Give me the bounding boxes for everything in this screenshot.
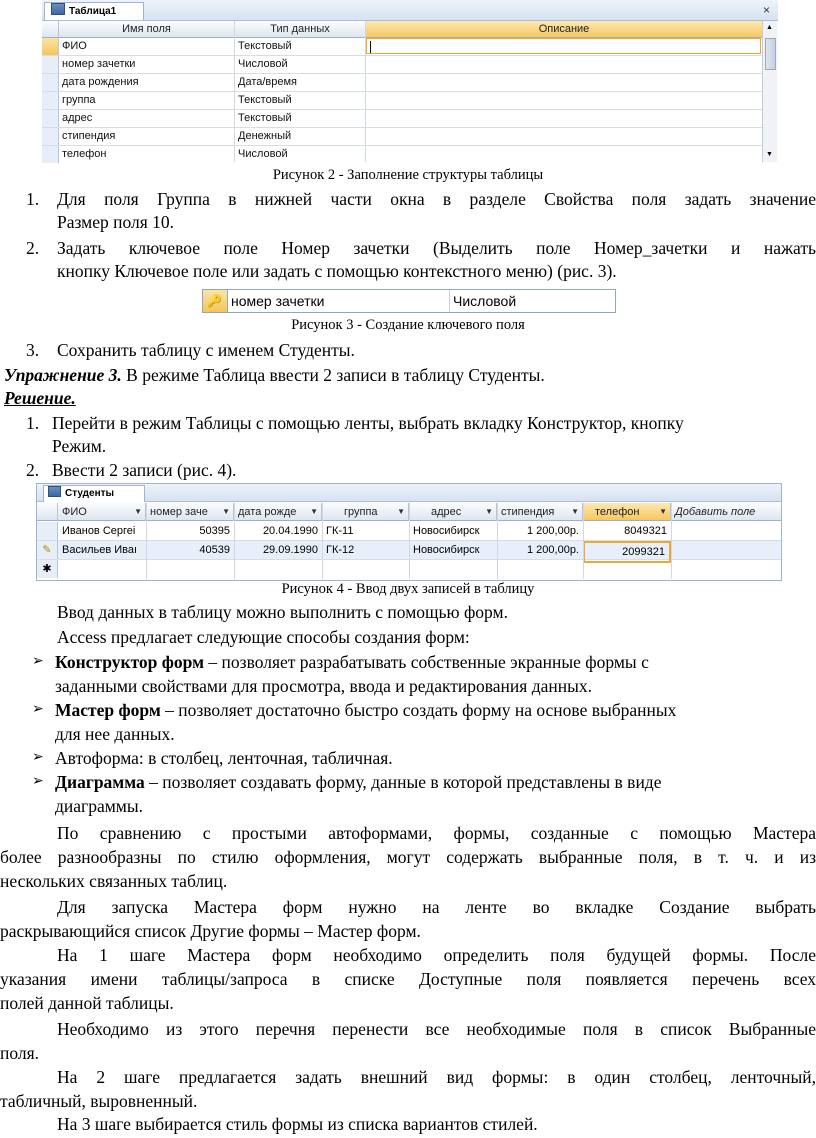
bullet-text xyxy=(55,651,649,673)
bullet-arrow-icon: ➢ xyxy=(32,774,44,789)
data-type-cell[interactable]: Числовой xyxy=(453,293,517,309)
paragraph-line: нескольких связанных таблиц. xyxy=(0,871,228,891)
table-cell[interactable]: 1 200,00р. xyxy=(527,544,579,556)
step-text: Сохранить таблицу с именем Студенты. xyxy=(57,340,355,360)
text-caret xyxy=(370,41,371,53)
column-header-label: дата рожде xyxy=(238,506,297,518)
exercise-text: В режиме Таблица ввести 2 записи в таблицу Студенты. xyxy=(121,365,545,385)
bullet-description: – позволяет создавать форму, данные в которой представлены в виде xyxy=(144,772,662,792)
table-row[interactable] xyxy=(42,74,762,92)
table-tab[interactable] xyxy=(44,2,144,20)
bullet-text: для нее данных. xyxy=(55,724,175,744)
step-text: Ввести 2 записи (рис. 4). xyxy=(52,460,237,480)
bullet-description: – позволяет разрабатывать собственные экранные формы с xyxy=(204,652,649,672)
students-datasheet-screenshot xyxy=(36,483,782,581)
column-header-label: группа xyxy=(344,506,378,518)
bullet-text xyxy=(55,699,676,721)
table-row[interactable] xyxy=(42,38,762,56)
paragraph-line: Необходимо из этого перечня перенести все необходимые поля в список Выбранные xyxy=(57,1019,816,1039)
field-name-cell[interactable]: номер зачетки xyxy=(62,58,136,70)
bullet-text xyxy=(55,771,661,793)
column-divider xyxy=(497,503,498,579)
table-row[interactable] xyxy=(42,146,762,163)
table-icon xyxy=(48,486,61,497)
dropdown-arrow-icon[interactable]: ▼ xyxy=(571,507,579,516)
column-divider xyxy=(583,503,584,579)
row-selector-header[interactable] xyxy=(42,21,59,38)
column-header-stipend[interactable] xyxy=(497,503,583,521)
field-name-cell[interactable]: дата рождения xyxy=(62,76,139,88)
row-selector[interactable] xyxy=(42,146,59,163)
bullet-arrow-icon: ➢ xyxy=(32,654,44,669)
table-cell[interactable]: ГК-12 xyxy=(326,544,355,556)
select-all-corner[interactable] xyxy=(37,503,58,521)
table-cell[interactable]: ГК-11 xyxy=(326,525,354,537)
column-header-address[interactable] xyxy=(409,503,497,521)
students-tab-label: Студенты xyxy=(65,488,115,499)
column-header-phone[interactable] xyxy=(583,503,671,521)
paragraph-line: полей данной таблицы. xyxy=(0,993,174,1013)
paragraph-line: На 3 шаге выбирается стиль формы из списка вариантов стилей. xyxy=(57,1114,538,1134)
table-row[interactable] xyxy=(42,110,762,128)
data-type-cell[interactable]: Дата/время xyxy=(238,76,298,88)
row-selector[interactable] xyxy=(42,74,59,91)
table-cell[interactable]: Новосибирск xyxy=(413,544,480,556)
paragraph-line: поля. xyxy=(0,1043,40,1063)
data-type-cell[interactable]: Числовой xyxy=(238,58,288,70)
step-number: 3. xyxy=(26,340,40,360)
table-cell[interactable]: 8049321 xyxy=(624,525,667,537)
bullet-term: Диаграмма xyxy=(55,772,145,792)
paragraph-line: указания имени таблицы/запроса в списке Доступные поля появляется перечень всех xyxy=(0,969,816,989)
column-header-label: номер заче xyxy=(150,506,208,518)
field-name-cell[interactable]: адрес xyxy=(62,112,93,124)
add-field-header[interactable]: Добавить поле xyxy=(671,503,781,521)
table-cell[interactable]: Иванов Сергеi xyxy=(62,525,136,537)
row-selector[interactable] xyxy=(42,110,59,127)
new-record-icon[interactable]: ✱ xyxy=(37,560,58,578)
column-header-label: адрес xyxy=(431,506,462,518)
column-divider xyxy=(234,503,235,579)
data-type-cell[interactable]: Текстовый xyxy=(238,112,292,124)
step-number: 2. xyxy=(26,460,40,480)
field-name-cell[interactable]: номер зачетки xyxy=(231,293,325,309)
row-selector[interactable] xyxy=(42,56,59,73)
table-cell[interactable]: Васильев Иваı xyxy=(62,544,138,556)
paragraph-line: раскрывающийся список Другие формы – Мастер форм. xyxy=(0,921,421,941)
column-header-label: телефон xyxy=(595,506,640,518)
table-cell[interactable]: 50395 xyxy=(199,525,230,537)
scroll-down-icon[interactable]: ▼ xyxy=(766,151,773,158)
bullet-arrow-icon: ➢ xyxy=(32,750,44,765)
bullet-term: Мастер форм xyxy=(55,700,161,720)
dropdown-arrow-icon[interactable]: ▼ xyxy=(222,507,230,516)
table-design-screenshot xyxy=(42,0,778,162)
table-icon xyxy=(51,3,65,15)
dropdown-arrow-icon[interactable]: ▼ xyxy=(397,507,405,516)
figure-4-caption: Рисунок 4 - Ввод двух записей в таблицу xyxy=(281,581,535,597)
column-header-description[interactable]: Описание xyxy=(366,21,763,38)
column-header-record-number[interactable] xyxy=(146,503,234,521)
close-icon[interactable]: × xyxy=(762,3,770,17)
column-header-data-type[interactable]: Тип данных xyxy=(235,21,366,38)
step-text: Размер поля 10. xyxy=(57,212,175,232)
document-tab-bar xyxy=(42,0,778,21)
field-name-cell[interactable]: группа xyxy=(62,94,96,106)
row-selector[interactable] xyxy=(42,128,59,145)
bullet-text: Автоформа: в столбец, ленточная, табличная. xyxy=(55,748,393,768)
column-header-fio[interactable] xyxy=(58,503,146,521)
row-selector[interactable] xyxy=(42,92,59,109)
bullet-arrow-icon: ➢ xyxy=(32,702,44,717)
data-type-cell[interactable]: Денежный xyxy=(238,130,292,142)
table-cell[interactable]: Новосибирск xyxy=(413,525,480,537)
data-type-cell[interactable]: Числовой xyxy=(238,148,288,160)
paragraph-line: По сравнению с простыми автоформами, формы, созданные с помощью Мастера xyxy=(57,823,816,843)
pencil-icon[interactable]: ✎ xyxy=(37,541,58,559)
scroll-up-icon[interactable]: ▲ xyxy=(766,24,773,31)
exercise-label: Упражнение 3. xyxy=(4,365,122,385)
intro-text: Ввод данных в таблицу можно выполнить с помощью форм. xyxy=(57,602,508,622)
step-number: 1. xyxy=(26,189,40,209)
dropdown-arrow-icon[interactable]: ▼ xyxy=(310,507,318,516)
vertical-scrollbar[interactable] xyxy=(762,21,777,162)
paragraph-line: На 1 шаге Мастера форм необходимо определить поля будущей формы. После xyxy=(57,945,816,965)
bullet-text: диаграммы. xyxy=(55,796,144,816)
column-header-birth-date[interactable] xyxy=(234,503,322,521)
data-type-cell[interactable]: Текстовый xyxy=(238,94,292,106)
scrollbar-thumb[interactable] xyxy=(765,38,776,70)
field-name-cell[interactable]: телефон xyxy=(62,148,107,160)
paragraph-line: табличный, выровненный. xyxy=(0,1091,198,1111)
bullet-description: – позволяет достаточно быстро создать форму на основе выбранных xyxy=(160,700,677,720)
column-header-group[interactable] xyxy=(322,503,409,521)
table-row[interactable] xyxy=(42,92,762,110)
row-selector[interactable] xyxy=(42,38,59,55)
step-text: Задать ключевое поле Номер зачетки (Выделить поле Номер_зачетки и нажать xyxy=(57,238,816,258)
table-cell[interactable]: 1 200,00р. xyxy=(527,525,579,537)
key-icon: 🔑 xyxy=(207,294,222,308)
active-cell[interactable]: 2099321 xyxy=(583,541,671,563)
paragraph-line: Для запуска Мастера форм нужно на ленте во вкладке Создание выбрать xyxy=(57,897,816,917)
bullet-text: заданными свойствами для просмотра, ввода и редактирования данных. xyxy=(55,676,592,696)
row-selector[interactable] xyxy=(203,290,228,312)
row-selector[interactable] xyxy=(37,522,58,540)
dropdown-arrow-icon[interactable]: ▼ xyxy=(134,507,142,516)
students-tab[interactable] xyxy=(43,485,145,502)
step-text: Для поля Группа в нижней части окна в разделе Свойства поля задать значение xyxy=(57,189,816,209)
key-field-screenshot xyxy=(202,289,616,313)
column-divider xyxy=(146,503,147,579)
column-divider xyxy=(449,290,450,312)
step-text: Перейти в режим Таблицы с помощью ленты, выбрать вкладку Конструктор, кнопку xyxy=(52,413,684,433)
column-header-field-name[interactable]: Имя поля xyxy=(59,21,235,38)
table-cell[interactable]: 20.04.1990 xyxy=(262,525,318,537)
solution-label: Решение. xyxy=(4,388,76,408)
bullet-term: Конструктор форм xyxy=(55,652,205,672)
column-divider xyxy=(671,503,672,579)
table-row[interactable] xyxy=(42,128,762,146)
figure-3-caption: Рисунок 3 - Создание ключевого поля xyxy=(291,317,525,333)
table-row[interactable] xyxy=(42,56,762,74)
column-header-label: ФИО xyxy=(62,506,87,518)
exercise-heading xyxy=(4,364,545,386)
table-cell[interactable]: 29.09.1990 xyxy=(262,544,318,556)
table-cell[interactable]: 40539 xyxy=(199,544,230,556)
dropdown-arrow-icon[interactable]: ▼ xyxy=(659,507,667,516)
column-divider xyxy=(409,503,410,579)
column-divider xyxy=(322,503,323,579)
description-input[interactable] xyxy=(366,38,761,54)
step-text: Режим. xyxy=(52,436,107,456)
column-header-label: стипендия xyxy=(501,506,555,518)
field-name-cell[interactable]: стипендия xyxy=(62,130,116,142)
figure-2-caption: Рисунок 2 - Заполнение структуры таблицы xyxy=(272,167,544,183)
paragraph-line: более разнообразны по стилю оформления, могут содержать выбранные поля, в т. ч. и из xyxy=(0,847,816,867)
step-number: 1. xyxy=(26,413,40,433)
document-tab-bar xyxy=(37,484,781,502)
column-divider xyxy=(234,21,235,162)
paragraph-line: На 2 шаге предлагается задать внешний вид формы: в один столбец, ленточный, xyxy=(57,1067,816,1087)
data-type-cell[interactable]: Текстовый xyxy=(238,40,292,52)
intro-text: Access предлагает следующие способы создания форм: xyxy=(57,627,470,647)
step-text: кнопку Ключевое поле или задать с помощью контекстного меню) (рис. 3). xyxy=(57,261,617,281)
column-divider xyxy=(365,21,366,162)
field-name-cell[interactable]: ФИО xyxy=(62,40,87,52)
dropdown-arrow-icon[interactable]: ▼ xyxy=(485,507,493,516)
table-tab-label: Таблица1 xyxy=(69,6,117,17)
step-number: 2. xyxy=(26,238,40,258)
